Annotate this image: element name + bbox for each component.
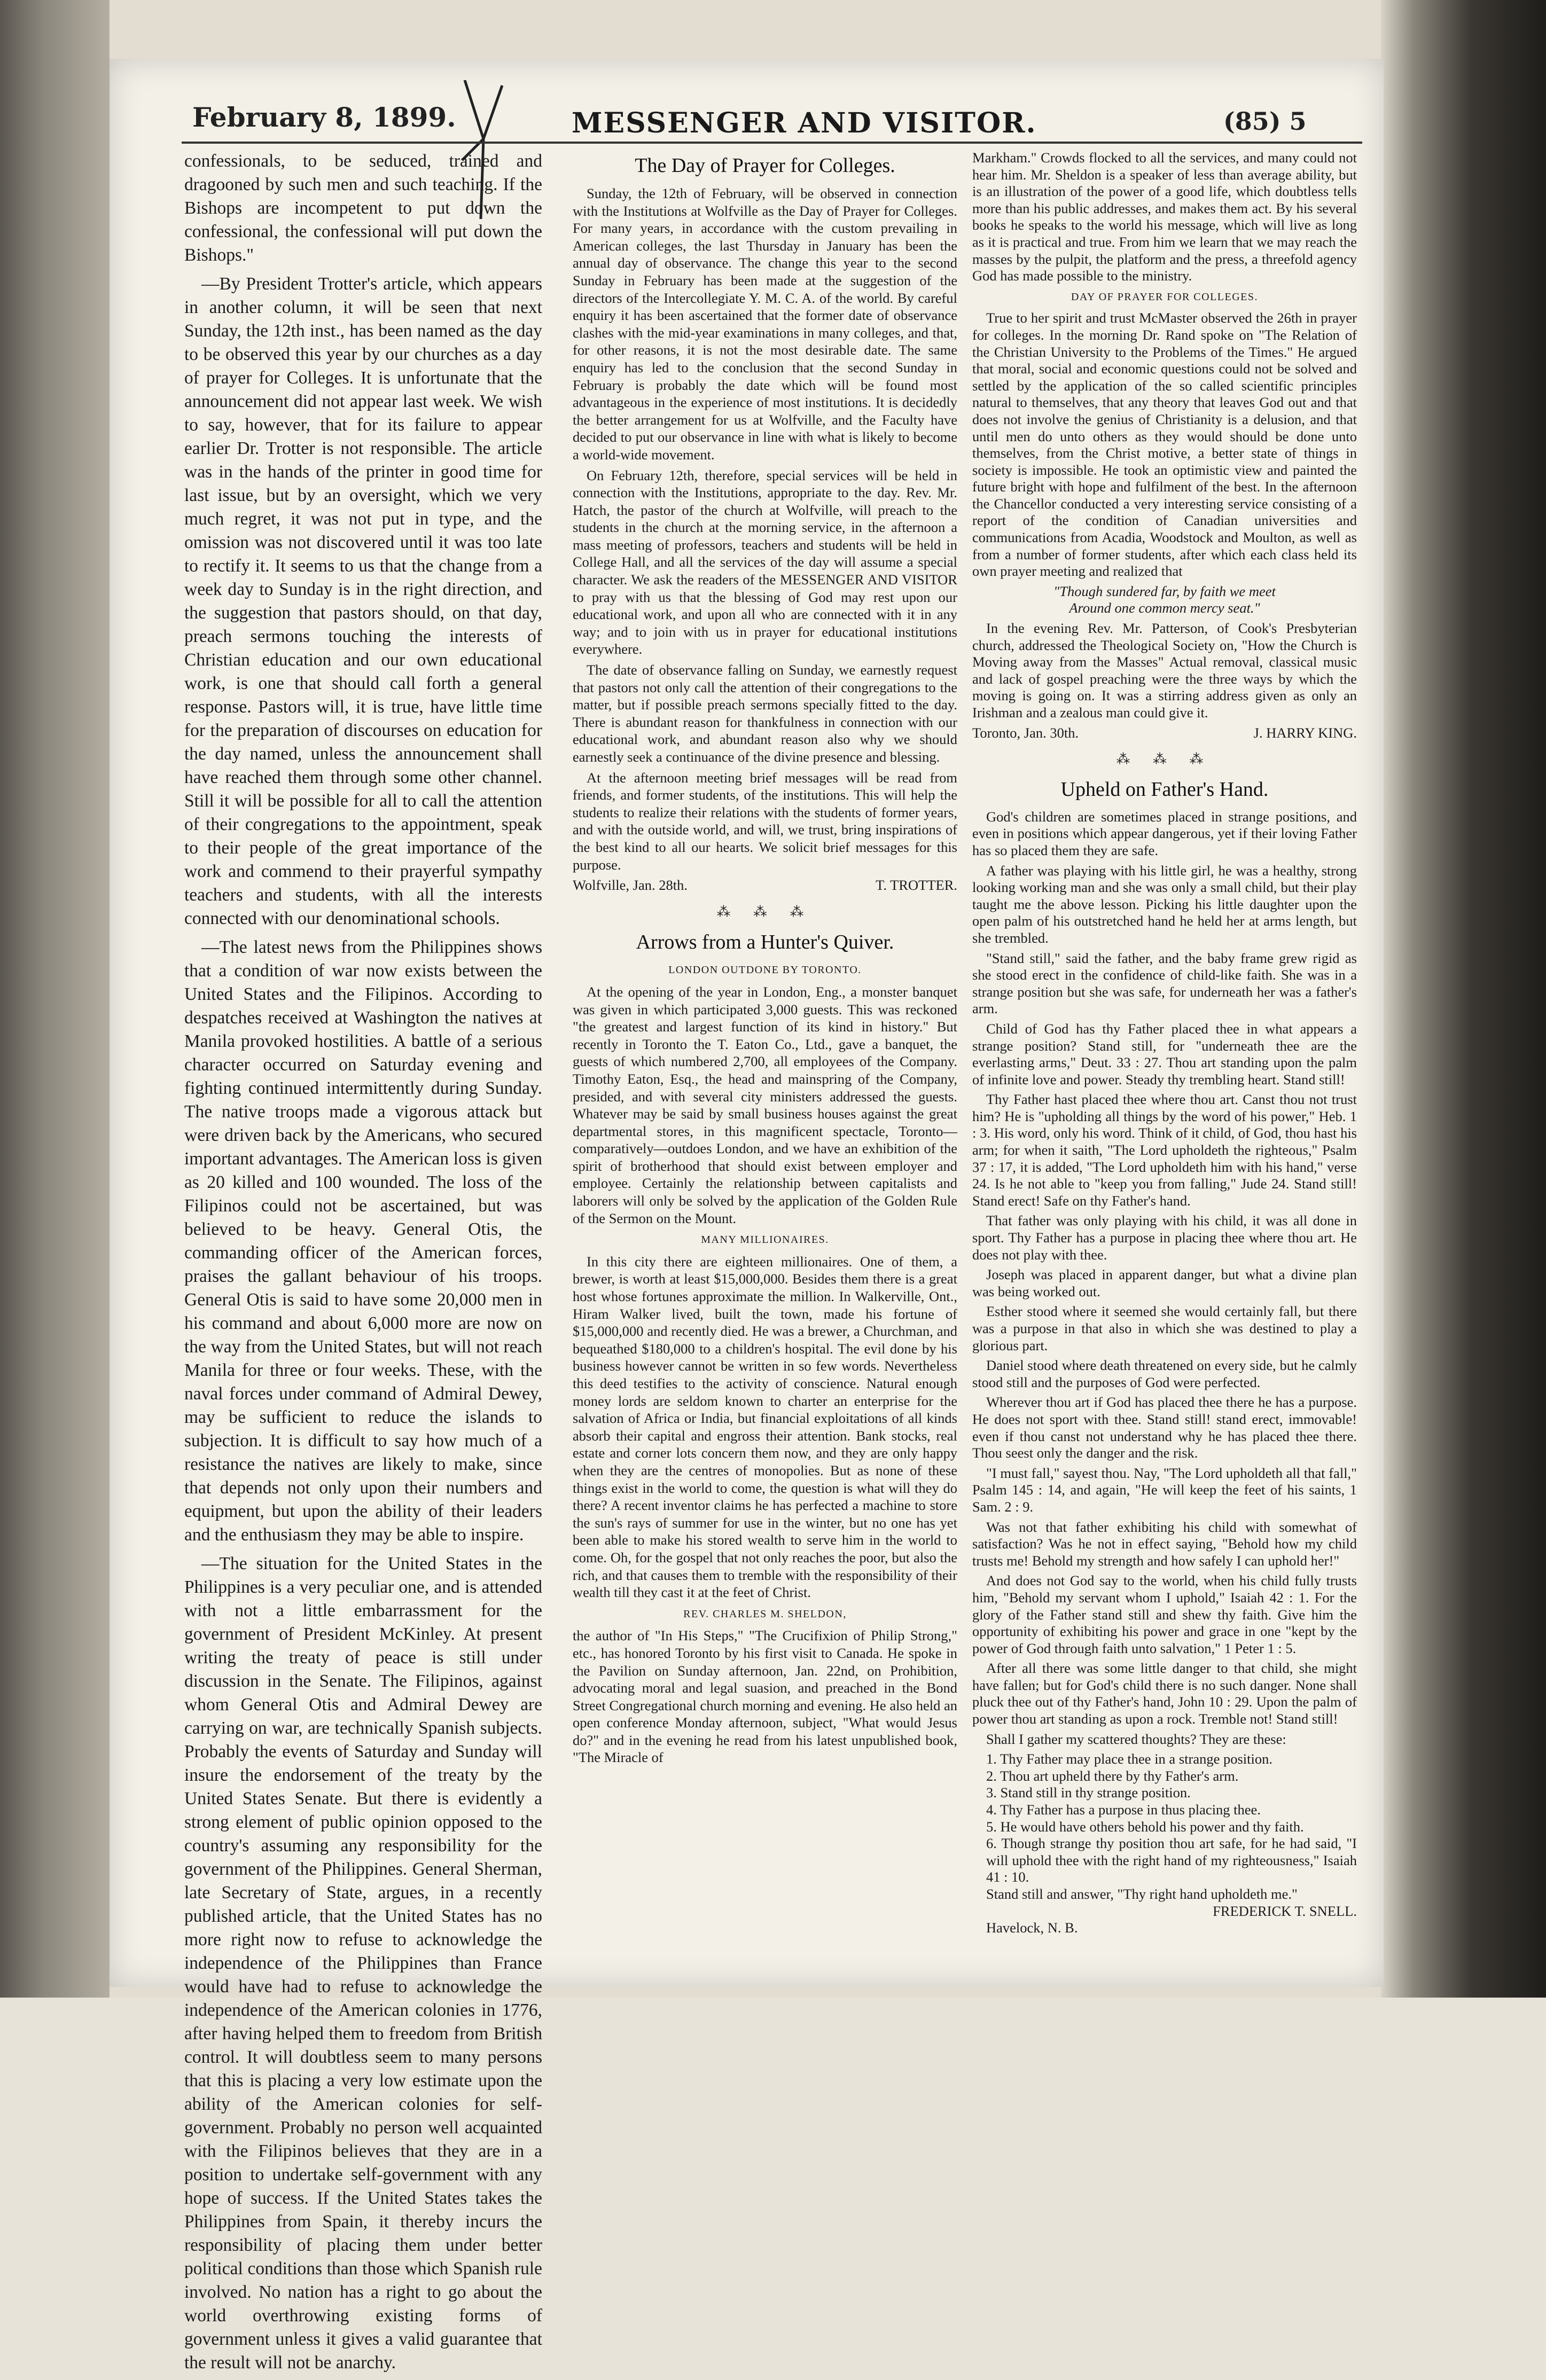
paragraph: The date of observance falling on Sunday, we earnestly request that pastors not only call the attention of their congregations to the matter, but if possible preach sermons specially fitted to the day. There is abundant reason for thankfulness in connection with our educational work, and abundant reason also why we should earnestly seek a continuance of the divine presence and blessing. [573, 662, 957, 765]
article-heading: Arrows from a Hunter's Quiver. [636, 931, 894, 954]
verse-line: Around one common mercy seat." [1069, 600, 1260, 616]
signature-line [972, 725, 1357, 742]
subheading: DAY OF PRAYER FOR COLLEGES. [1071, 291, 1258, 303]
paragraph: Sunday, the 12th of February, will be observed in connection with the Institutions at Wolfville as the Day of Prayer for Colleges. For many years, in accordance with the custom prevailing in American colleges, the last Thursday in January has been the annual day of observance. The change this year to the second Sunday in February has been made at the suggestion of the directors of the Intercollegiate Y. M. C. A. of the world. By careful enquiry it has been ascertained that the former date of observance clashes with the mid-year examinations in many colleges, and that, for other reasons, it is not the most desirable date. The same enquiry has led to the conclusion that the second Sunday in February is probably the date which will be found most advantageous in the experience of most institutions. It is decidedly the better arrangement for us at Wolfville, and the Faculty have decided to put our observance in line with what is likely to become a world-wide movement. [573, 185, 957, 463]
subheading: MANY MILLIONAIRES. [701, 1234, 829, 1246]
section-ornament: ⁂ ⁂ ⁂ [1116, 751, 1213, 768]
article-heading: Upheld on Father's Hand. [1060, 778, 1269, 801]
list-item: 3. Stand still in thy strange position. [986, 1784, 1191, 1801]
paragraph: Markham." Crowds flocked to all the services, and many could not hear him. Mr. Sheldon is a speaker of less than average ability, but is an illustration of the power of a good life, which doubtless tells more than his public addresses, and makes them act. By his several books he speaks to the world his message, which will live as long as it is practical and true. From him we learn that we may reach the masses by the pulpit, the platform and the press, a threefold agency God has made possible to the ministry. [972, 150, 1357, 284]
paragraph: "I must fall," sayest thou. Nay, "The Lord upholdeth all that fall," Psalm 145 : 14, and again, "He will keep the feet of his saints, 1 Sam. 2 : 9. [972, 1465, 1357, 1515]
paragraph: True to her spirit and trust McMaster observed the 26th in prayer for colleges. In the morning Dr. Rand spoke on "The Relation of the Christian University to the Problems of the Times." He argued that moral, social and economic questions could not be solved and settled by the application of the so called scientific principles natural to themselves, that any theory that leaves God out and that does not involve the genius of Christianity is a delusion, and that until men do unto others as they would should be done unto themselves, from the Christ motive, a better state of things in society is impossible. He took an optimistic view and painted the future bright with hope and fulfilment of the best. In the afternoon the Chancellor conducted a very interesting service consisting of a report of the condition of Canadian universities and communications from Acadia, Woodstock and Moulton, as well as from a number of former students, after which each class held its own prayer meeting and realized that [972, 310, 1357, 580]
paragraph: Shall I gather my scattered thoughts? They are these: [986, 1731, 1286, 1747]
header-rule [182, 142, 1362, 144]
paragraph: In this city there are eighteen millionaires. One of them, a brewer, is worth at least $15,000,000. Besides them there is a great host whose fortunes approximate the million. In Walkerville, Ont., Hiram Walker lived, built the town, made his fortune of $15,000,000 and recently died. He was a brewer, a Churchman, and bequeathed $180,000 to a children's hospital. The evil done by his business however cannot be written in so few words. Nevertheless this deed testifies to the activity of conscience. Natural enough money lords are seldom known to charter an enterprise for the salvation of Africa or India, but financial exploitations of all kinds absorb their capital and engross their attention. Bank stocks, real estate and corner lots concern them now, and they are only happy when they are the centres of monopolies. But as none of these things exist in the world to come, the question is what will they do there? A recent inventor claims he has perfected a machine to store the sun's rays of summer for use in the winter, but no one has yet been able to make his stored wealth to serve him in the world to come. Oh, for the gospel that not only reaches the poor, but also the rich, and that causes them to tremble with the responsibility of their wealth till they cast it at the feet of Christ. [573, 1253, 957, 1601]
column-editorial-notes [184, 150, 542, 2380]
section-ornament: ⁂ ⁂ ⁂ [716, 904, 814, 920]
paragraph: —By President Trotter's article, which appears in another column, it will be seen that next Sunday, the 12th inst., has been named as the day to be observed this year by our churches as a day of prayer for Colleges. It is unfortunate that the announcement did not appear last week. We wish to say, however, that for its failure to appear earlier Dr. Trotter is not responsible. The article was in the hands of the printer in good time for last issue, but by an oversight, which we very much regret, it was not put in type, and the omission was not discovered until it was too late to rectify it. It seems to us that the change from a week day to Sunday is in the right direction, and the suggestion that pastors should, on that day, preach sermons touching the interests of Christian education and our own educational work, is one that should call forth a general response. Pastors will, it is true, have little time for the preparation of discourses on education for the day named, unless the announcement shall have reached them through some other channel. Still it will be possible for all to call the attention of their congregations to the appointment, speak to their people of the great importance of the work and commend to their prayerful sympathy teachers and students, with all the interests connected with our denominational schools. [184, 274, 542, 928]
paragraph: Child of God has thy Father placed thee in what appears a strange position? Stand still, for "underneath thee are the everlasting arms," Deut. 33 : 27. Thou art standing upon the palm of infinite love and power. Steady thy trembling heart. Stand still! [972, 1020, 1357, 1087]
paragraph: That father was only playing with his child, it was all done in sport. Thy Father has a purpose in placing thee where thou art. He does not play with thee. [972, 1212, 1357, 1263]
paragraph: confessionals, to be seduced, trained and dragooned by such men and such teaching. If the Bishops are incompetent to put down the confessional, the confessional will put down the Bishops." [184, 151, 542, 265]
paragraph: At the afternoon meeting brief messages will be read from friends, and former students, of the institutions. This will help the students to realize their relations with the students of former years, and with the outside world, and will, we trust, bring inspirations of the best kind to all our hearts. We solicit brief messages for this purpose. [573, 769, 957, 873]
adjacent-page-strip [0, 0, 110, 1998]
header-date: February 8, 1899. [192, 101, 456, 133]
column-right [972, 150, 1357, 1940]
subheading: LONDON OUTDONE BY TORONTO. [668, 964, 862, 976]
paragraph: At the opening of the year in London, Eng., a monster banquet was given in which participated 3,000 guests. This was reckoned "the greatest and largest function of its kind in history." But recently in Toronto the T. Eaton Co., Ltd., gave a banquet, the guests of which numbered 2,700, all employees of the Company. Timothy Eaton, Esq., the head and mainspring of the Company, presided, and with several city ministers addressed the guests. Whatever may be said by small business houses against the great departmental stores, in this magnificent spectacle, Toronto—comparatively—outdoes London, and we have an exhibition of the spirit of brotherhood that should exist between employer and employee. Certainly the relationship between capitalists and laborers will only be solved by the application of the Golden Rule of the Sermon on the Mount. [573, 983, 957, 1226]
paragraph: Stand still and answer, "Thy right hand upholdeth me." [986, 1886, 1298, 1902]
paragraph: After all there was some little danger to that child, she might have fallen; but for God's child there is no such danger. None shall pluck thee out of thy Father's hand, John 10 : 29. Upon the palm of power thou art standing as upon a rock. Tremble not! Stand still! [972, 1660, 1357, 1727]
dateline: Havelock, N. B. [986, 1920, 1078, 1936]
paragraph: —The latest news from the Philippines shows that a condition of war now exists between the United States and the Filipinos. According to despatches received at Washington the natives at Manila provoked hostilities. A battle of a serious character occurred on Saturday evening and fighting continued intermittently during Sunday. The native troops made a vigorous attack but were driven back by the Americans, who secured important advantages. The American loss is given as 20 killed and 100 wounded. The loss of the Filipinos could not be ascertained, but was believed to be heavy. General Otis, the commanding officer of the American forces, praises the gallant behaviour of his troops. General Otis is said to have some 20,000 men in his command and about 6,000 more are now on the way from the United States, but will not reach Manila for three or four weeks. These, with the naval forces under command of Admiral Dewey, may be sufficient to reduce the islands to subjection. It is difficult to say how much of a resistance the natives are likely to make, since that depends not only upon their numbers and equipment, but upon the ability of their leaders and the enthusiasm they may be able to inspire. [184, 937, 542, 1545]
paragraph: Thy Father hast placed thee where thou art. Canst thou not trust him? He is "upholding all things by the word of his power," Heb. 1 : 3. His word, only his word. Think of it child, of God, thou hast his arm; for when it saith, "The Lord upholdeth the righteous," Psalm 37 : 17, it is added, "The Lord upholdeth him with his hand," verse 24. Is he not able to "keep you from falling," Jude 24. Stand still! Stand erect! Safe on thy Father's hand. [972, 1091, 1357, 1209]
masthead-title: MESSENGER AND VISITOR. [572, 107, 1037, 139]
author-signature: FREDERICK T. SNELL. [1213, 1903, 1357, 1919]
list-item: 2. Thou art upheld there by thy Father's arm. [986, 1767, 1239, 1784]
signature-line [573, 876, 957, 894]
author-signature: J. HARRY KING. [1253, 724, 1357, 741]
dateline: Wolfville, Jan. 28th. [573, 877, 688, 894]
paragraph: Esther stood where it seemed she would certainly fall, but there was a purpose in that also in which she was destined to play a glorious part. [972, 1303, 1357, 1353]
paragraph: Daniel stood where death threatened on every side, but he calmly stood still and the purposes of God were perfected. [972, 1357, 1357, 1390]
paragraph: On February 12th, therefore, special services will be held in connection with the Institutions, appropriate to the day. Rev. Mr. Hatch, the pastor of the church at Wolfville, will preach to the students in the church at the morning service, in the afternoon a mass meeting of professors, teachers and students will be held in College Hall, and all the services of the day will assume a special character. We ask the readers of the MESSENGER AND VISITOR to pray with us that the blessing of God may rest upon our educational work, and upon all who are connected with it in any way; and to join with us in prayer for educational institutions everywhere. [573, 467, 957, 657]
list-item: 5. He would have others behold his power and thy faith. [986, 1818, 1304, 1835]
page-number: (85) 5 [1223, 107, 1307, 136]
paragraph: Was not that father exhibiting his child with somewhat of satisfaction? Was he not in effect saying, "Behold how my child trusts me! Behold my strength and how safely I can uphold her!" [972, 1518, 1357, 1569]
article-heading: The Day of Prayer for Colleges. [635, 154, 895, 177]
paragraph: In the evening Rev. Mr. Patterson, of Cook's Presbyterian church, addressed the Theological Society on, "How the Church is Moving away from the Masses" Actual removal, classical music and lack of gospel preaching were the three ways by which the moving is going on. It was a stirring address given as only an Irishman and a zealous man could give it. [972, 620, 1357, 721]
paragraph: —The situation for the United States in the Philippines is a very peculiar one, and is attended with not a little embarrassment for the government of President McKinley. At present writing the treaty of peace is still under discussion in the Senate. The Filipinos, against whom General Otis and Admiral Dewey are carrying on war, are technically Spanish subjects. Probably the events of Saturday and Sunday will insure the endorsement of the treaty by the United States Senate. But there is evidently a strong element of public opinion opposed to the country's assuming any responsibility for the government of the Philippines. General Sherman, late Secretary of State, argues, in a recently published article, that the United States has no more right now to refuse to acknowledge the independence of the Philippines than France would have had to refuse to acknowledge the independence of the American colonies in 1776, after having helped them to freedom from British control. It will doubtless seem to many persons that this is placing a very low estimate upon the ability of the American colonies for self-government. Probably no person well acquainted with the Filipinos believes that they are in a position to undertake self-government with any hope of success. If the United States takes the Philippines from Spain, it thereby incurs the responsibility of placing them under better political conditions than those which Spanish rule involved. No nation has a right to go about the world overthrowing existing forms of government unless it gives a valid guarantee that the result will not be anarchy. [184, 1554, 542, 2373]
paragraph: God's children are sometimes placed in strange positions, and even in positions which appear dangerous, yet if their loving Father has so placed them they are safe. [972, 808, 1357, 858]
list-item: 1. Thy Father may place thee in a strange position. [986, 1751, 1272, 1767]
author-signature: T. TROTTER. [876, 877, 957, 894]
dateline: Toronto, Jan. 30th. [972, 724, 1079, 741]
book-edge [1381, 0, 1546, 1998]
subheading: REV. CHARLES M. SHELDON, [683, 1608, 847, 1620]
paragraph: Wherever thou art if God has placed thee there he has a purpose. He does not sport with thee. Stand still! stand erect, immovable! even if thou canst not understand why he has placed thee there. Thou seest only the danger and the risk. [972, 1394, 1357, 1461]
paragraph: A father was playing with his little girl, he was a healthy, strong looking working man and she was only a small child, but their play taught me the above lesson. Picking his little daughter upon the open palm of his outstretched hand he held her at arms length, but she trembled. [972, 862, 1357, 946]
paragraph: "Stand still," said the father, and the baby frame grew rigid as she stood erect in the confidence of child-like faith. She was in a strange position but she was safe, for underneath her was a father's arm. [972, 950, 1357, 1017]
column-middle [573, 150, 957, 1770]
paragraph: Joseph was placed in apparent danger, but what a divine plan was being worked out. [972, 1266, 1357, 1299]
paragraph: the author of "In His Steps," "The Crucifixion of Philip Strong," etc., has honored Toronto by his first visit to Canada. He spoke in the Pavilion on Sunday afternoon, Jan. 22nd, on Prohibition, advocating moral and legal suasion, and preached in the Bond Street Congregational church morning and evening. He also held an open conference Monday afternoon, subject, "What would Jesus do?" and in the evening he read from his latest unpublished book, "The Miracle of [573, 1627, 957, 1766]
paragraph: And does not God say to the world, when his child fully trusts him, "Behold my servant whom I uphold," Isaiah 42 : 1. For the glory of the Father stand still and shew thy faith. Give him the opportunity of exhibiting his power and grace in one "kept by the power of God through faith unto salvation," 1 Peter 1 : 5. [972, 1572, 1357, 1656]
list-item: 6. Though strange thy position thou art safe, for he had said, "I will uphold thee with the right hand of my righteousness," Isaiah 41 : 10. [986, 1835, 1357, 1885]
list-item: 4. Thy Father has a purpose in thus placing thee. [986, 1802, 1261, 1818]
verse-line: "Though sundered far, by faith we meet [1053, 583, 1276, 599]
